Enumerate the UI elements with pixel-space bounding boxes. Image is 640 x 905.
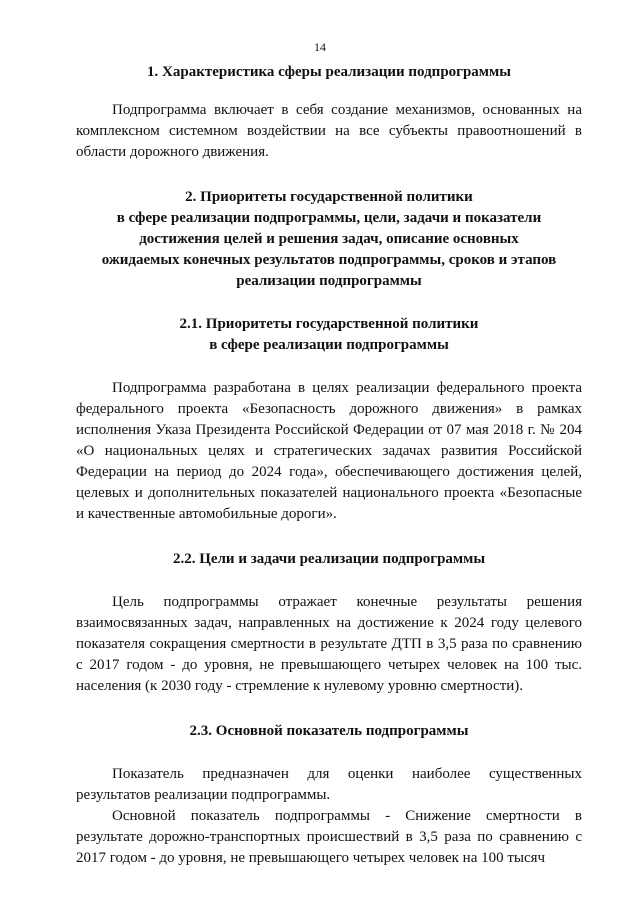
section-2-heading — [76, 187, 582, 292]
page-number: 14 — [314, 40, 326, 54]
section-1-paragraph: Подпрограмма включает в себя создание механизмов, основанных на комплексном системном воздействии на все субъекты правоотношений в области дорожного движения. — [76, 102, 582, 160]
section-2-3-paragraph: Основной показатель подпрограммы - Снижение смертности в результате дорожно-транспортных происшествий в 3,5 раза по сравнению с 2017 годом - до уровня, не превышающего четырех человек на 100 тысяч — [76, 808, 582, 866]
section-1-heading: 1. Характеристика сферы реализации подпрограммы — [147, 64, 511, 80]
section-2-heading-line: реализации подпрограммы — [236, 273, 422, 289]
section-2-3-heading: 2.3. Основной показатель подпрограммы — [189, 723, 469, 739]
section-2-3-paragraph: Показатель предназначен для оценки наиболее существенных результатов реализации подпрограммы. — [76, 766, 582, 803]
document-body — [76, 62, 582, 869]
section-2-1-heading-line: в сфере реализации подпрограммы — [209, 337, 449, 353]
section-2-heading-line: 2. Приоритеты государственной политики — [185, 189, 473, 205]
section-2-2-heading: 2.2. Цели и задачи реализации подпрограммы — [172, 551, 486, 567]
section-2-heading-line: в сфере реализации подпрограммы, цели, задачи и показатели — [116, 210, 542, 226]
section-2-heading-line: достижения целей и решения задач, описание основных — [139, 231, 519, 247]
section-2-heading-line: ожидаемых конечных результатов подпрограммы, сроков и этапов — [101, 252, 557, 268]
section-2-1-paragraph: Подпрограмма разработана в целях реализации федерального проекта федерального проекта «Безопасность дорожного движения» в рамках исполнения Указа Президента Российской Федерации от 07 мая 2018 г. № 204 «О национальных целях и стратегических задачах развития Российской Федерации на период до 2024 года», обеспечивающего достижения целей, целевых и дополнительных показателей национального проекта «Безопасные и качественные автомобильные дороги». — [76, 380, 582, 522]
section-2-1-heading-line: 2.1. Приоритеты государственной политики — [179, 316, 479, 332]
section-2-2-paragraph: Цель подпрограммы отражает конечные результаты решения взаимосвязанных задач, направленных на достижение к 2024 году целевого показателя сокращения смертности в результате ДТП в 3,5 раза по сравнению с 2017 годом - до уровня, не превышающего четырех человек на 100 тыс. населения (к 2030 году - стремление к нулевому уровню смертности). — [76, 594, 582, 694]
section-2-1-heading — [76, 314, 582, 356]
